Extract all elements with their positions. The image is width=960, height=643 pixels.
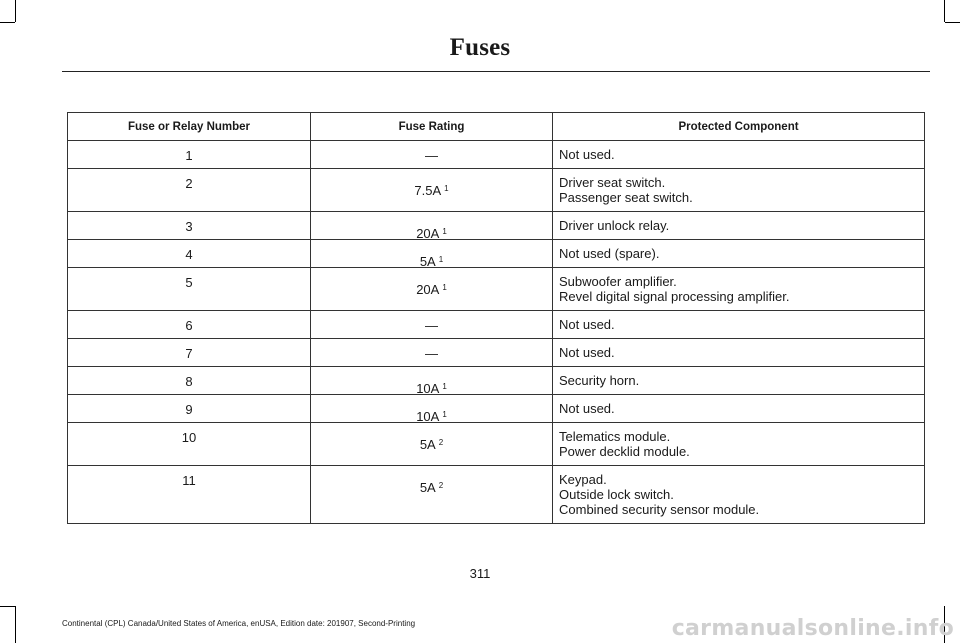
table-row <box>68 212 925 240</box>
fuse-rating-value: 20A <box>416 226 440 241</box>
fuse-number-cell: 2 <box>68 169 311 212</box>
fuse-number-cell: 9 <box>68 395 311 423</box>
component-line: Not used. <box>559 401 615 416</box>
fuse-rating-cell <box>311 339 553 367</box>
table-row <box>68 395 925 423</box>
fuse-rating-cell <box>311 240 553 268</box>
component-line: Not used (spare). <box>559 246 660 261</box>
fuse-rating-value: 7.5A <box>414 183 442 198</box>
crop-mark <box>944 0 945 22</box>
crop-mark <box>15 0 16 22</box>
fuse-rating-cell <box>311 169 553 212</box>
fuse-rating-value: — <box>425 318 438 333</box>
fuse-number-cell: 4 <box>68 240 311 268</box>
footnote-marker: 1 <box>438 255 444 264</box>
footnote-marker: 2 <box>438 438 444 447</box>
crop-mark <box>0 606 15 607</box>
protected-component-cell <box>553 212 925 240</box>
footnote-marker: 1 <box>442 283 447 292</box>
table-row <box>68 169 925 212</box>
table-header-row <box>68 113 925 141</box>
title-divider <box>62 71 930 72</box>
fuse-rating-cell <box>311 466 553 524</box>
protected-component-cell <box>553 466 925 524</box>
table-row <box>68 240 925 268</box>
table-row <box>68 466 925 524</box>
component-line: Outside lock switch. <box>559 487 674 502</box>
table-row <box>68 423 925 466</box>
fuse-number-cell: 7 <box>68 339 311 367</box>
footer-edition-text: Continental (CPL) Canada/United States of America, enUSA, Edition date: 201907, Second-Printing <box>62 619 416 628</box>
component-line: Driver unlock relay. <box>559 218 670 233</box>
table-row <box>68 268 925 311</box>
fuse-number-cell: 10 <box>68 423 311 466</box>
fuse-number-cell: 5 <box>68 268 311 311</box>
fuse-rating-cell <box>311 311 553 339</box>
protected-component-cell <box>553 367 925 395</box>
crop-mark <box>945 22 960 23</box>
column-header-component: Protected Component <box>553 113 925 141</box>
crop-mark <box>0 22 15 23</box>
component-line: Security horn. <box>559 373 640 388</box>
component-line: Subwoofer amplifier. <box>559 274 677 289</box>
protected-component-cell <box>553 141 925 169</box>
table-row <box>68 141 925 169</box>
component-line: Power decklid module. <box>559 444 690 459</box>
fuse-rating-value: 10A <box>416 409 440 424</box>
footnote-marker: 1 <box>444 184 449 193</box>
fuse-rating-value: 10A <box>416 381 440 396</box>
fuse-rating-value: 5A <box>419 437 436 452</box>
component-line: Passenger seat switch. <box>559 190 693 205</box>
fuse-number-cell: 8 <box>68 367 311 395</box>
page-title: Fuses <box>449 34 511 61</box>
component-line: Revel digital signal processing amplifier. <box>559 289 790 304</box>
protected-component-cell <box>553 395 925 423</box>
table-row <box>68 367 925 395</box>
fuse-rating-cell <box>311 395 553 423</box>
footnote-marker: 2 <box>438 481 444 490</box>
fuse-number-cell: 1 <box>68 141 311 169</box>
fuse-rating-value: 5A <box>419 480 436 495</box>
column-header-rating: Fuse Rating <box>311 113 553 141</box>
protected-component-cell <box>553 268 925 311</box>
fuse-rating-value: 5A <box>419 254 436 269</box>
page-number: 311 <box>469 566 491 581</box>
protected-component-cell <box>553 423 925 466</box>
table-row <box>68 339 925 367</box>
fuse-rating-cell <box>311 268 553 311</box>
fuse-rating-value: — <box>425 346 438 361</box>
fuse-rating-value: 20A <box>416 282 440 297</box>
crop-mark <box>15 606 16 643</box>
fuse-number-cell: 11 <box>68 466 311 524</box>
fuse-number-cell: 6 <box>68 311 311 339</box>
component-line: Not used. <box>559 317 615 332</box>
protected-component-cell <box>553 169 925 212</box>
fuse-rating-cell <box>311 212 553 240</box>
table-row <box>68 311 925 339</box>
protected-component-cell <box>553 339 925 367</box>
fuse-rating-cell <box>311 423 553 466</box>
footnote-marker: 1 <box>442 410 447 419</box>
column-header-number: Fuse or Relay Number <box>68 113 311 141</box>
protected-component-cell <box>553 311 925 339</box>
component-line: Combined security sensor module. <box>559 502 760 517</box>
component-line: Not used. <box>559 345 615 360</box>
footnote-marker: 1 <box>442 227 447 236</box>
fuse-rating-cell <box>311 141 553 169</box>
footnote-marker: 1 <box>442 382 447 391</box>
fuse-table <box>67 112 925 524</box>
component-line: Driver seat switch. <box>559 175 666 190</box>
protected-component-cell <box>553 240 925 268</box>
fuse-rating-value: — <box>425 148 438 163</box>
component-line: Not used. <box>559 147 615 162</box>
watermark-logo: carmanualsonline.info <box>671 616 954 641</box>
fuse-number-cell: 3 <box>68 212 311 240</box>
fuse-rating-cell <box>311 367 553 395</box>
component-line: Keypad. <box>559 472 607 487</box>
component-line: Telematics module. <box>559 429 671 444</box>
